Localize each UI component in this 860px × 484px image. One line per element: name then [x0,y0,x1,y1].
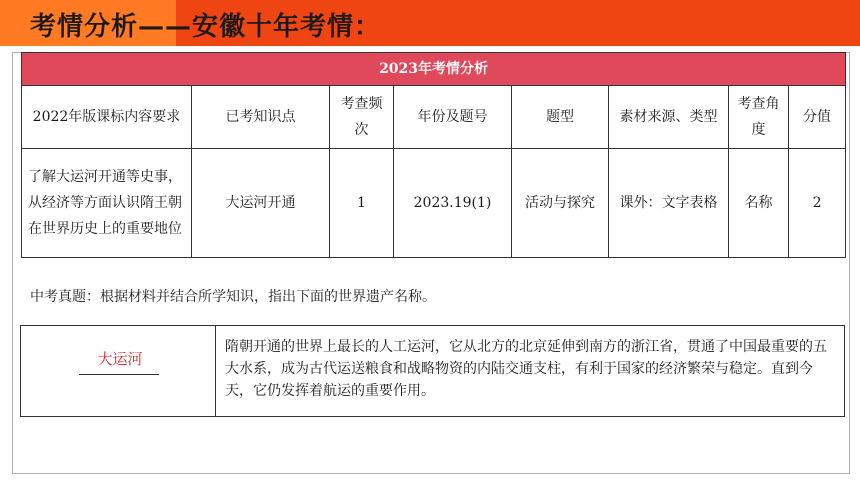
header-cell-score: 分值 [789,86,846,149]
table-title: 2023年考情分析 [22,53,846,86]
cell-year-question: 2023.19(1) [394,149,512,258]
header-cell-year-question: 年份及题号 [394,86,512,149]
exam-question: 中考真题：根据材料并结合所学知识，指出下面的世界遗产名称。 [30,289,436,305]
cell-knowledge-point: 大运河开通 [192,149,330,258]
table-title-row [22,53,846,86]
answer-text: 大运河 [97,350,143,368]
answer-underline [79,374,159,375]
table-row [22,149,846,258]
cell-angle: 名称 [729,149,789,258]
header-cell-question-type: 题型 [512,86,609,149]
cell-score: 2 [789,149,846,258]
page-title: 考情分析——安徽十年考情： [30,12,382,42]
header-cell-material-source: 素材来源、类型 [609,86,729,149]
heritage-description: 隋朝开通的世界上最长的人工运河，它从北方的北京延伸到南方的浙江省，贯通了中国最重要的五大水系，成为古代运送粮食和战略物资的内陆交通支柱，有利于国家的经济繁荣与稳定。直到今天，它仍发挥着航运的重要作用。 [225,339,827,399]
analysis-table [21,52,846,258]
header-cell-frequency: 考查频次 [330,86,394,149]
header-cell-requirement: 2022年版课标内容要求 [22,86,192,149]
answer-box [20,325,845,417]
header-cell-angle: 考查角度 [729,86,789,149]
cell-requirement: 了解大运河开通等史事，从经济等方面认识隋王朝在世界历史上的重要地位 [22,149,192,258]
cell-material-source: 课外：文字表格 [609,149,729,258]
cell-frequency: 1 [330,149,394,258]
header-cell-knowledge-point: 已考知识点 [192,86,330,149]
cell-question-type: 活动与探究 [512,149,609,258]
table-header-row [22,86,846,149]
answer-box-divider [215,326,216,416]
